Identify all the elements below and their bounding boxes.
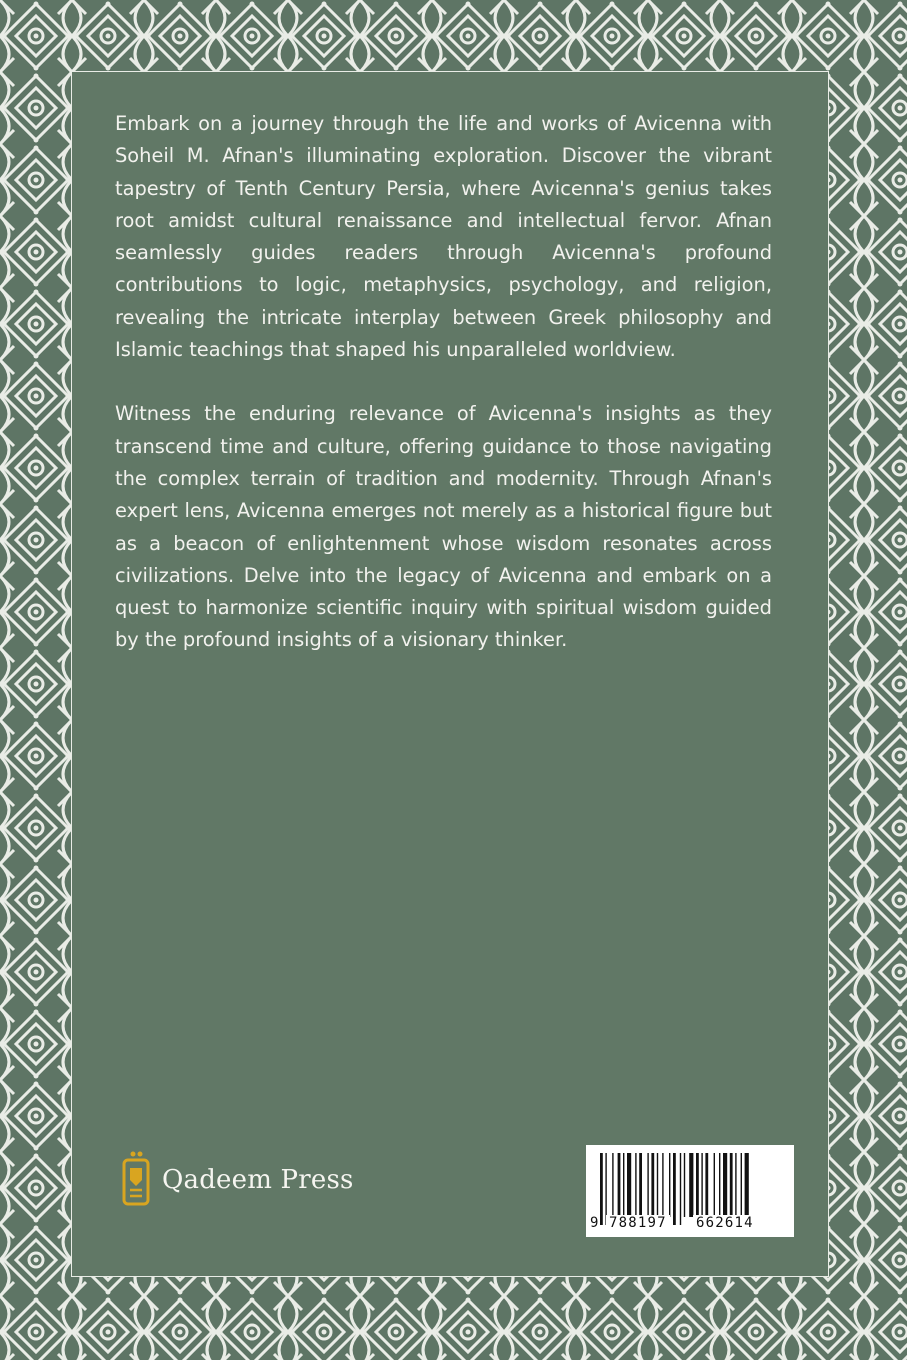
barcode-bar bbox=[719, 1153, 720, 1217]
barcode-bar bbox=[639, 1153, 642, 1217]
description-paragraph-1: Embark on a journey through the life and works of Avicenna with Soheil M. Afnan's illuminating exploration. Discover the vibrant tapestry of Tenth Century Persia, where Avicenna's genius takes root amidst cultural renaissance and intellectual fervor. Afnan seamlessly guides readers through Avicenna's profound contributions to logic, metaphysics, psychology, and religion, revealing the intricate interplay between Greek philosophy and Islamic teachings that shaped his unparalleled worldview. bbox=[115, 112, 772, 362]
qadeem-press-logo-icon bbox=[120, 1150, 154, 1210]
barcode-bar bbox=[696, 1153, 699, 1217]
barcode-bar bbox=[635, 1153, 636, 1217]
barcode-bar bbox=[741, 1153, 742, 1217]
barcode-bar bbox=[730, 1153, 733, 1217]
publisher-name: Qadeem Press bbox=[162, 1165, 354, 1195]
barcode-left-digits: 788197 bbox=[606, 1215, 670, 1231]
barcode-bar bbox=[714, 1153, 715, 1217]
barcode-bar bbox=[669, 1153, 670, 1217]
barcode-bar bbox=[680, 1153, 681, 1225]
barcode-bar bbox=[651, 1153, 654, 1217]
barcode-bar bbox=[673, 1153, 676, 1225]
barcode-right-digits: 662614 bbox=[693, 1215, 757, 1231]
barcode-bar bbox=[662, 1153, 663, 1217]
isbn-barcode bbox=[586, 1145, 794, 1237]
barcode-bar bbox=[689, 1153, 693, 1217]
book-description bbox=[115, 108, 772, 689]
barcode-bar bbox=[723, 1153, 727, 1217]
publisher-imprint bbox=[120, 1150, 354, 1210]
barcode-bar bbox=[627, 1153, 631, 1217]
barcode-bar bbox=[705, 1153, 708, 1217]
barcode-first-digit: 9 bbox=[590, 1215, 600, 1231]
barcode-bar bbox=[684, 1153, 685, 1217]
description-paragraph-2: Witness the enduring relevance of Avicenna's insights as they transcend time and culture, offering guidance to those navigating the complex terrain of tradition and modernity. Through Afnan's expert lens, Avicenna emerges not merely as a historical figure but as a beacon of enlightenment whose wisdom resonates across civilizations. Delve into the legacy of Avicenna and embark on a quest to harmonize scientific inquiry with spiritual wisdom guided by the profound insights of a visionary thinker. bbox=[115, 402, 772, 652]
barcode-bar bbox=[618, 1153, 621, 1217]
barcode-bar bbox=[701, 1153, 702, 1217]
barcode-bar bbox=[600, 1153, 603, 1225]
barcode-bar bbox=[657, 1153, 658, 1217]
barcode-bar bbox=[735, 1153, 736, 1217]
barcode-bar bbox=[623, 1153, 624, 1217]
barcode-bar bbox=[647, 1153, 648, 1217]
barcode-bar bbox=[612, 1153, 613, 1217]
